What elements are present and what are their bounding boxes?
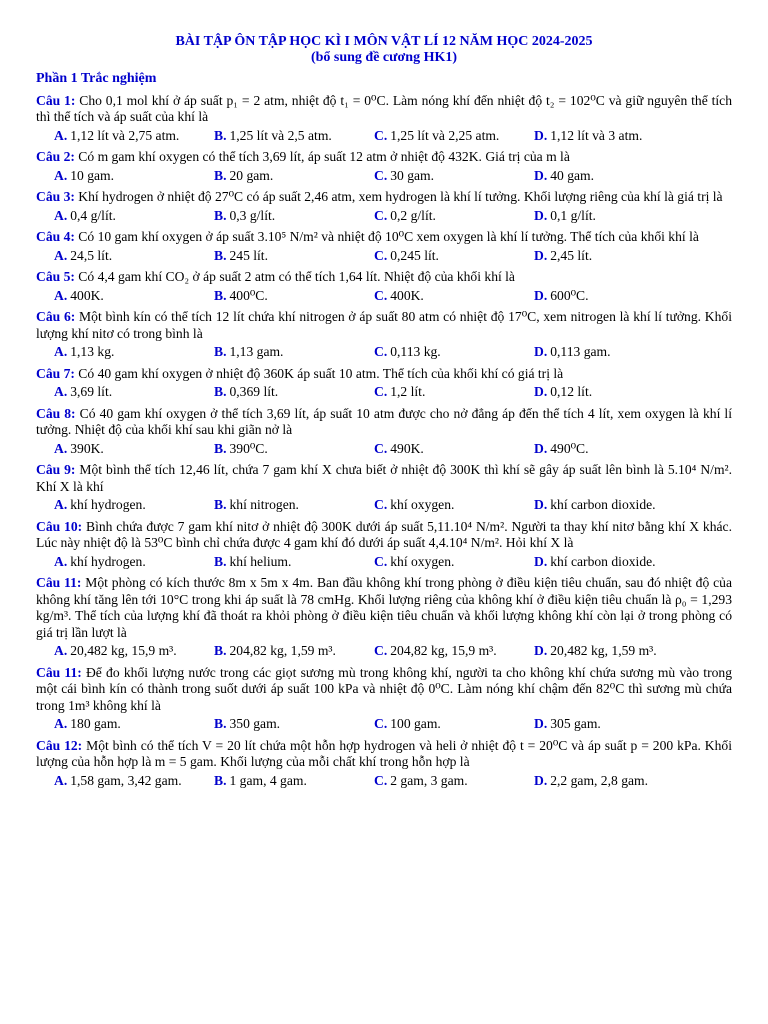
option-text: 1,58 gam, 3,42 gam. <box>70 772 182 788</box>
option-letter: C. <box>374 167 388 183</box>
answer-option <box>214 643 374 660</box>
option-text: 40 gam. <box>550 167 595 183</box>
option-text: khí oxygen. <box>390 497 455 512</box>
answer-option <box>54 441 214 458</box>
question-text: Có 10 gam khí oxygen ở áp suất 3.10⁵ N/m² và nhiệt độ 10⁰C xem oxygen là khí lí tưởng. Thể tích của khối khí là <box>74 229 699 244</box>
answer-option <box>534 344 611 361</box>
answer-options <box>36 441 732 458</box>
option-letter: B. <box>214 384 227 399</box>
option-letter: A. <box>54 344 68 359</box>
question-label: Câu 6: <box>36 309 76 324</box>
option-text: khí nitrogen. <box>229 497 299 512</box>
option-letter: C. <box>374 247 388 263</box>
option-text: 245 lít. <box>229 247 268 263</box>
answer-option <box>534 248 592 265</box>
answer-option <box>534 773 648 790</box>
option-letter: C. <box>374 716 388 731</box>
question-label: Câu 2: <box>36 149 75 164</box>
option-letter: D. <box>534 716 548 731</box>
answer-option <box>214 208 374 225</box>
option-letter: B. <box>214 167 227 183</box>
option-letter: D. <box>534 497 548 512</box>
question-label: Câu 10: <box>36 518 83 534</box>
answer-option <box>54 288 214 305</box>
answer-option <box>534 384 592 401</box>
option-text: khí oxygen. <box>390 553 455 569</box>
question-8 <box>36 406 732 458</box>
document-subtitle: (bổ sung đề cương HK1) <box>310 50 458 65</box>
option-text: 1,2 lít. <box>390 384 426 399</box>
answer-option <box>214 554 374 571</box>
question-13 <box>36 738 732 790</box>
option-text: 0,113 gam. <box>550 344 611 359</box>
option-text: khí helium. <box>229 553 292 569</box>
answer-option <box>374 384 534 401</box>
question-text: Để đo khối lượng nước trong các giọt sương mù trong không khí, người ta cho không khí chứa sương mù vào trong một cái bình kín có thành trong suốt dưới áp suất 100 kPa và nhiệt độ 0⁰C. Làm nóng khí chậm đến 82⁰C thì sương mù chứa trong 1m³ không khí là <box>36 664 732 713</box>
option-text: 490⁰C. <box>550 440 589 456</box>
option-letter: D. <box>534 167 548 183</box>
option-text: 3,69 lít. <box>70 384 113 399</box>
option-text: 1,13 kg. <box>70 344 115 359</box>
option-letter: D. <box>534 127 548 143</box>
answer-options <box>36 344 732 361</box>
answer-option <box>214 128 374 145</box>
answer-option <box>534 716 601 733</box>
option-letter: C. <box>374 207 388 223</box>
answer-option <box>534 554 656 571</box>
option-letter: C. <box>374 287 388 303</box>
option-text: 0,12 lít. <box>550 384 593 399</box>
option-letter: A. <box>54 127 68 143</box>
answer-option <box>534 128 642 145</box>
document-title: BÀI TẬP ÔN TẬP HỌC KÌ I MÔN VẬT LÍ 12 NĂM HỌC 2024-2025 <box>175 34 593 49</box>
answer-option <box>214 773 374 790</box>
answer-option <box>214 248 374 265</box>
option-text: 100 gam. <box>390 716 441 731</box>
question-9 <box>36 462 732 514</box>
option-letter: C. <box>374 440 388 456</box>
option-letter: D. <box>534 553 548 569</box>
option-text: 24,5 lít. <box>70 247 113 263</box>
answer-options <box>36 288 732 305</box>
answer-option <box>54 344 214 361</box>
answer-option <box>214 288 374 305</box>
answer-option <box>54 716 214 733</box>
option-text: 20,482 kg, 15,9 m³. <box>70 643 177 658</box>
answer-options <box>36 497 732 514</box>
question-label: Câu 3: <box>36 189 75 204</box>
option-letter: D. <box>534 207 548 223</box>
question-label: Câu 11: <box>36 664 82 680</box>
answer-option <box>374 643 534 660</box>
option-letter: B. <box>214 553 227 569</box>
option-text: 20,482 kg, 1,59 m³. <box>550 643 657 658</box>
question-12 <box>36 665 732 733</box>
answer-option <box>214 441 374 458</box>
answer-options <box>36 168 732 185</box>
option-letter: B. <box>214 207 227 223</box>
option-text: 390K. <box>70 440 104 456</box>
option-letter: B. <box>214 247 227 263</box>
option-letter: A. <box>54 497 68 512</box>
answer-option <box>374 168 534 185</box>
question-text: Khí hydrogen ở nhiệt độ 27⁰C có áp suất 2,46 atm, xem hydrogen là khí lí tưởng. Khối lượng riêng của khí là giá trị là <box>74 189 723 204</box>
question-label: Câu 5: <box>36 269 75 284</box>
option-letter: D. <box>534 247 548 263</box>
question-label: Câu 11: <box>36 575 82 590</box>
answer-option <box>374 554 534 571</box>
option-text: khí hydrogen. <box>70 497 146 512</box>
answer-option <box>214 344 374 361</box>
option-text: 490K. <box>390 440 424 456</box>
answer-option <box>534 208 596 225</box>
option-text: khí carbon dioxide. <box>550 553 656 569</box>
option-letter: B. <box>214 497 227 512</box>
option-text: 1,13 gam. <box>229 344 284 359</box>
option-letter: A. <box>54 167 68 183</box>
option-text: 1 gam, 4 gam. <box>229 772 307 788</box>
answer-option <box>374 288 534 305</box>
answer-option <box>534 497 656 514</box>
question-label: Câu 8: <box>36 405 76 421</box>
option-text: 1,25 lít và 2,25 atm. <box>390 127 500 143</box>
question-list <box>36 93 732 790</box>
option-text: 350 gam. <box>229 716 281 731</box>
option-text: 0,369 lít. <box>229 384 279 399</box>
option-text: 0,2 g/lít. <box>390 207 436 223</box>
option-letter: C. <box>374 344 388 359</box>
option-text: 400K. <box>390 287 424 303</box>
answer-options <box>36 773 732 790</box>
answer-option <box>54 128 214 145</box>
answer-option <box>54 208 214 225</box>
question-1 <box>36 93 732 145</box>
option-text: 30 gam. <box>390 167 435 183</box>
question-7 <box>36 366 732 401</box>
option-text: 2 gam, 3 gam. <box>390 772 468 788</box>
option-letter: C. <box>374 384 388 399</box>
option-letter: C. <box>374 772 388 788</box>
question-text: Bình chứa được 7 gam khí nitơ ở nhiệt độ 300K dưới áp suất 5,11.10⁴ N/m². Người ta thay khí nitơ bằng khí X khác. Lúc này nhiệt độ là 53⁰C bình chỉ chứa được 4 gam khí đó dưới áp suất 4,4.10⁴ N/m². Hỏi khí X là <box>36 518 732 550</box>
option-letter: B. <box>214 344 227 359</box>
answer-option <box>534 441 589 458</box>
question-3 <box>36 189 732 224</box>
option-letter: C. <box>374 497 388 512</box>
answer-option <box>214 384 374 401</box>
option-letter: C. <box>374 643 388 658</box>
question-label: Câu 7: <box>36 365 75 381</box>
question-10 <box>36 519 732 571</box>
option-letter: C. <box>374 127 388 143</box>
question-label: Câu 4: <box>36 229 75 244</box>
answer-option <box>54 384 214 401</box>
answer-option <box>374 441 534 458</box>
option-letter: D. <box>534 440 548 456</box>
option-letter: B. <box>214 643 227 658</box>
option-letter: A. <box>54 287 68 303</box>
answer-option <box>214 716 374 733</box>
answer-options <box>36 248 732 265</box>
option-text: 0,113 kg. <box>390 344 441 359</box>
answer-option <box>54 773 214 790</box>
option-letter: B. <box>214 127 227 143</box>
question-text: Cho 0,1 mol khí ở áp suất p₁ = 2 atm, nhiệt độ t₁ = 0⁰C. Làm nóng khí đến nhiệt độ t₂ = 102⁰C và giữ nguyên thể tích thì thể tích và áp suất của khí là <box>36 92 733 124</box>
option-letter: D. <box>534 772 548 788</box>
answer-option <box>374 208 534 225</box>
option-text: 204,82 kg, 15,9 m³. <box>390 643 497 658</box>
answer-option <box>374 773 534 790</box>
option-letter: A. <box>54 440 68 456</box>
answer-option <box>534 168 594 185</box>
option-letter: B. <box>214 716 227 731</box>
question-text: Có m gam khí oxygen có thể tích 3,69 lít, áp suất 12 atm ở nhiệt độ 432K. Giá trị của m là <box>74 149 570 164</box>
option-text: 2,2 gam, 2,8 gam. <box>550 772 649 788</box>
question-text: Một bình có thể tích V = 20 lít chứa một hỗn hợp hydrogen và heli ở nhiệt độ t = 20⁰C và áp suất p = 200 kPa. Khối lượng của hỗn hợp là m = 5 gam. Khối lượng của mỗi chất khí trong hỗn hợp là <box>36 737 732 769</box>
option-text: 0,3 g/lít. <box>229 207 276 223</box>
answer-options <box>36 128 732 145</box>
option-letter: A. <box>54 384 68 399</box>
option-text: 20 gam. <box>229 167 274 183</box>
question-text: Một bình thể tích 12,46 lít, chứa 7 gam khí X chưa biết ở nhiệt độ 300K thì khí sẽ gây áp suất lên bình là 5.10⁴ N/m². Khí X là khí <box>36 462 732 494</box>
answer-option <box>54 168 214 185</box>
option-letter: D. <box>534 344 548 359</box>
option-letter: B. <box>214 287 227 303</box>
answer-option <box>534 288 589 305</box>
option-letter: A. <box>54 247 68 263</box>
option-text: 0,1 g/lít. <box>550 207 596 223</box>
option-text: 10 gam. <box>70 167 115 183</box>
option-text: 2,45 lít. <box>550 247 593 263</box>
option-text: 400⁰C. <box>229 287 268 303</box>
answer-option <box>374 344 534 361</box>
option-letter: A. <box>54 643 68 658</box>
option-letter: A. <box>54 553 68 569</box>
answer-options <box>36 384 732 401</box>
option-text: 1,12 lít và 2,75 atm. <box>70 127 180 143</box>
answer-option <box>374 248 534 265</box>
question-text: Một bình kín có thể tích 12 lít chứa khí nitrogen ở áp suất 80 atm có nhiệt độ 17⁰C, xem nitrogen là khí lí tưởng. Khối lượng khí nitơ có trong bình là <box>36 309 732 341</box>
question-text: Có 40 gam khí oxygen ở thể tích 3,69 lít, áp suất 10 atm được cho nở đẳng áp đến thể tích 4 lít, xem oxygen là khí lí tưởng. Nhiệt độ của khối khí sau khi giãn nở là <box>36 405 732 437</box>
option-letter: D. <box>534 287 548 303</box>
option-text: khí carbon dioxide. <box>550 497 656 512</box>
question-2 <box>36 149 732 184</box>
section-heading: Phần 1 Trắc nghiệm <box>36 71 157 86</box>
question-5 <box>36 269 732 304</box>
question-4 <box>36 229 732 264</box>
option-letter: B. <box>214 440 227 456</box>
question-text: Có 4,4 gam khí CO₂ ở áp suất 2 atm có thể tích 1,64 lít. Nhiệt độ của khối khí là <box>74 269 515 284</box>
option-text: 400K. <box>70 287 104 303</box>
answer-options <box>36 208 732 225</box>
option-text: 305 gam. <box>550 716 601 731</box>
answer-option <box>374 497 534 514</box>
answer-options <box>36 643 732 660</box>
option-text: 1,12 lít và 3 atm. <box>550 127 643 143</box>
option-text: 390⁰C. <box>229 440 268 456</box>
question-label: Câu 12: <box>36 737 83 753</box>
option-letter: D. <box>534 384 548 399</box>
question-6 <box>36 309 732 361</box>
answer-option <box>214 497 374 514</box>
option-text: khí hydrogen. <box>70 553 146 569</box>
answer-option <box>54 554 214 571</box>
question-text: Một phòng có kích thước 8m x 5m x 4m. Ban đầu không khí trong phòng ở điều kiện tiêu chuẩn, sau đó nhiệt độ của không khí tăng lên tới 10°C trong khi áp suất là 78 cmHg. Khối lượng riêng của không khí ở điều kiện tiêu chuẩn là ρ₀ = 1,293 kg/m³. Thể tích của lượng khí đã thoát ra khỏi phòng ở điều kiện tiêu chuẩn và khối lượng không khí còn lại ở trong phòng có giá trị lần lượt là <box>36 575 732 640</box>
question-11 <box>36 575 732 660</box>
option-letter: C. <box>374 553 388 569</box>
answer-option <box>54 248 214 265</box>
option-letter: A. <box>54 207 68 223</box>
option-letter: D. <box>534 643 548 658</box>
answer-option <box>534 643 657 660</box>
option-text: 204,82 kg, 1,59 m³. <box>229 643 336 658</box>
question-text: Có 40 gam khí oxygen ở nhiệt độ 360K áp suất 10 atm. Thể tích của khối khí có giá trị là <box>74 365 564 381</box>
answer-options <box>36 554 732 571</box>
option-text: 1,25 lít và 2,5 atm. <box>229 127 332 143</box>
answer-option <box>214 168 374 185</box>
answer-options <box>36 716 732 733</box>
question-label: Câu 9: <box>36 462 76 477</box>
answer-option <box>54 497 214 514</box>
option-letter: A. <box>54 772 68 788</box>
option-letter: B. <box>214 772 227 788</box>
option-text: 600⁰C. <box>550 287 589 303</box>
answer-option <box>54 643 214 660</box>
option-text: 0,4 g/lít. <box>70 207 116 223</box>
answer-option <box>374 128 534 145</box>
question-label: Câu 1: <box>36 92 76 108</box>
option-text: 0,245 lít. <box>390 247 439 263</box>
answer-option <box>374 716 534 733</box>
option-text: 180 gam. <box>70 716 121 731</box>
option-letter: A. <box>54 716 68 731</box>
